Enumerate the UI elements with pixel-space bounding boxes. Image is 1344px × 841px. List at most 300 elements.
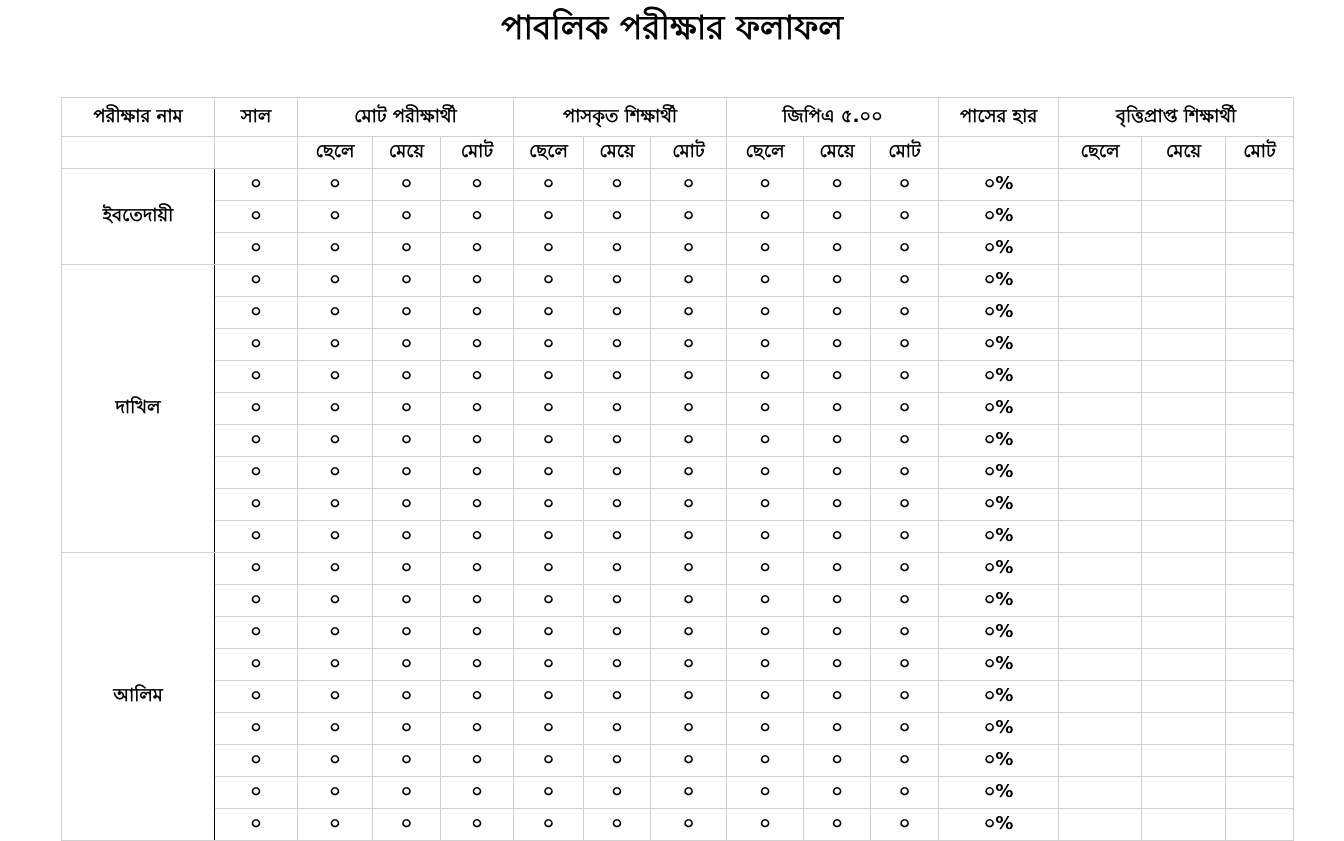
value-cell: ০ xyxy=(441,809,514,841)
value-cell: ০ xyxy=(584,169,651,201)
value-cell: ০ xyxy=(215,265,298,297)
value-cell: ০ xyxy=(441,489,514,521)
pass-rate-cell: ০% xyxy=(939,681,1059,713)
value-cell: ০ xyxy=(373,329,441,361)
value-cell: ০ xyxy=(804,329,871,361)
value-cell: ০ xyxy=(373,425,441,457)
header-gpa5: জিপিএ ৫.০০ xyxy=(727,98,939,137)
value-cell: ০ xyxy=(298,425,373,457)
scholarship-cell xyxy=(1142,265,1226,297)
value-cell: ০ xyxy=(215,361,298,393)
value-cell: ০ xyxy=(871,201,939,233)
pass-rate-cell: ০% xyxy=(939,745,1059,777)
value-cell: ০ xyxy=(441,201,514,233)
value-cell: ০ xyxy=(804,713,871,745)
value-cell: ০ xyxy=(215,553,298,585)
value-cell: ০ xyxy=(373,457,441,489)
value-cell: ০ xyxy=(727,553,804,585)
value-cell: ০ xyxy=(871,521,939,553)
value-cell: ০ xyxy=(584,233,651,265)
table-row xyxy=(62,649,1294,681)
header-pass-rate: পাসের হার xyxy=(939,98,1059,137)
value-cell: ০ xyxy=(441,521,514,553)
scholarship-cell xyxy=(1059,617,1142,649)
value-cell: ০ xyxy=(441,169,514,201)
value-cell: ০ xyxy=(373,201,441,233)
scholarship-cell xyxy=(1142,457,1226,489)
value-cell: ০ xyxy=(441,393,514,425)
scholarship-cell xyxy=(1059,585,1142,617)
exam-name-cell: ইবতেদায়ী xyxy=(62,169,215,265)
value-cell: ০ xyxy=(514,681,584,713)
value-cell: ০ xyxy=(727,713,804,745)
value-cell: ০ xyxy=(871,585,939,617)
value-cell: ০ xyxy=(373,169,441,201)
value-cell: ০ xyxy=(727,329,804,361)
header-scholarship: বৃত্তিপ্রাপ্ত শিক্ষার্থী xyxy=(1059,98,1294,137)
value-cell: ০ xyxy=(727,201,804,233)
exam-name-cell: আলিম xyxy=(62,553,215,841)
scholarship-cell xyxy=(1059,425,1142,457)
value-cell: ০ xyxy=(871,297,939,329)
scholarship-cell xyxy=(1142,169,1226,201)
value-cell: ০ xyxy=(298,585,373,617)
page-title: পাবলিক পরীক্ষার ফলাফল xyxy=(501,8,843,47)
scholarship-cell xyxy=(1142,745,1226,777)
pass-rate-cell: ০% xyxy=(939,393,1059,425)
table-row xyxy=(62,745,1294,777)
value-cell: ০ xyxy=(514,233,584,265)
value-cell: ০ xyxy=(651,169,727,201)
value-cell: ০ xyxy=(871,809,939,841)
value-cell: ০ xyxy=(298,681,373,713)
scholarship-cell xyxy=(1226,745,1294,777)
value-cell: ০ xyxy=(804,169,871,201)
subheader-blank xyxy=(939,137,1059,169)
value-cell: ০ xyxy=(871,233,939,265)
table-row xyxy=(62,681,1294,713)
table-row xyxy=(62,585,1294,617)
value-cell: ০ xyxy=(215,489,298,521)
value-cell: ০ xyxy=(871,745,939,777)
pass-rate-cell: ০% xyxy=(939,489,1059,521)
value-cell: ০ xyxy=(441,457,514,489)
value-cell: ০ xyxy=(298,329,373,361)
value-cell: ০ xyxy=(651,521,727,553)
pass-rate-cell: ০% xyxy=(939,297,1059,329)
pass-rate-cell: ০% xyxy=(939,169,1059,201)
value-cell: ০ xyxy=(373,489,441,521)
value-cell: ০ xyxy=(584,425,651,457)
pass-rate-cell: ০% xyxy=(939,425,1059,457)
scholarship-cell xyxy=(1226,425,1294,457)
value-cell: ০ xyxy=(804,745,871,777)
subheader-boys: ছেলে xyxy=(727,137,804,169)
scholarship-cell xyxy=(1059,169,1142,201)
value-cell: ০ xyxy=(514,745,584,777)
pass-rate-cell: ০% xyxy=(939,777,1059,809)
value-cell: ০ xyxy=(441,585,514,617)
value-cell: ০ xyxy=(804,233,871,265)
subheader-total: মোট xyxy=(651,137,727,169)
value-cell: ০ xyxy=(871,361,939,393)
value-cell: ০ xyxy=(215,425,298,457)
value-cell: ০ xyxy=(871,489,939,521)
value-cell: ০ xyxy=(727,649,804,681)
subheader-boys: ছেলে xyxy=(514,137,584,169)
value-cell: ০ xyxy=(298,393,373,425)
results-body xyxy=(62,169,1294,841)
value-cell: ০ xyxy=(514,425,584,457)
value-cell: ০ xyxy=(441,745,514,777)
value-cell: ০ xyxy=(215,745,298,777)
scholarship-cell xyxy=(1226,329,1294,361)
table-row xyxy=(62,425,1294,457)
value-cell: ০ xyxy=(298,521,373,553)
value-cell: ০ xyxy=(804,425,871,457)
subheader-boys: ছেলে xyxy=(298,137,373,169)
value-cell: ০ xyxy=(514,265,584,297)
value-cell: ০ xyxy=(215,521,298,553)
scholarship-cell xyxy=(1142,521,1226,553)
table-row xyxy=(62,809,1294,841)
results-table xyxy=(61,97,1294,841)
value-cell: ০ xyxy=(441,329,514,361)
value-cell: ০ xyxy=(804,489,871,521)
value-cell: ০ xyxy=(584,745,651,777)
subheader-boys: ছেলে xyxy=(1059,137,1142,169)
exam-name-cell: দাখিল xyxy=(62,265,215,553)
value-cell: ০ xyxy=(871,329,939,361)
value-cell: ০ xyxy=(804,649,871,681)
table-row xyxy=(62,393,1294,425)
header-exam-name: পরীক্ষার নাম xyxy=(62,98,215,137)
value-cell: ০ xyxy=(871,425,939,457)
table-row xyxy=(62,297,1294,329)
value-cell: ০ xyxy=(373,809,441,841)
table-row xyxy=(62,553,1294,585)
value-cell: ০ xyxy=(727,745,804,777)
value-cell: ০ xyxy=(514,489,584,521)
value-cell: ০ xyxy=(373,297,441,329)
value-cell: ০ xyxy=(651,553,727,585)
value-cell: ০ xyxy=(441,649,514,681)
value-cell: ০ xyxy=(298,809,373,841)
value-cell: ০ xyxy=(651,361,727,393)
value-cell: ০ xyxy=(215,777,298,809)
scholarship-cell xyxy=(1142,201,1226,233)
value-cell: ০ xyxy=(298,553,373,585)
subheader-blank xyxy=(62,137,215,169)
table-row xyxy=(62,169,1294,201)
pass-rate-cell: ০% xyxy=(939,617,1059,649)
table-row xyxy=(62,329,1294,361)
scholarship-cell xyxy=(1059,713,1142,745)
value-cell: ০ xyxy=(871,617,939,649)
value-cell: ০ xyxy=(298,297,373,329)
scholarship-cell xyxy=(1226,585,1294,617)
value-cell: ০ xyxy=(651,393,727,425)
scholarship-cell xyxy=(1059,681,1142,713)
scholarship-cell xyxy=(1142,617,1226,649)
pass-rate-cell: ০% xyxy=(939,457,1059,489)
value-cell: ০ xyxy=(215,329,298,361)
value-cell: ০ xyxy=(651,297,727,329)
scholarship-cell xyxy=(1059,777,1142,809)
value-cell: ০ xyxy=(871,265,939,297)
value-cell: ০ xyxy=(651,745,727,777)
value-cell: ০ xyxy=(804,809,871,841)
table-row xyxy=(62,361,1294,393)
scholarship-cell xyxy=(1059,489,1142,521)
value-cell: ০ xyxy=(373,521,441,553)
value-cell: ০ xyxy=(441,233,514,265)
value-cell: ০ xyxy=(727,681,804,713)
value-cell: ০ xyxy=(727,425,804,457)
value-cell: ০ xyxy=(871,457,939,489)
value-cell: ০ xyxy=(871,777,939,809)
subheader-total: মোট xyxy=(871,137,939,169)
value-cell: ০ xyxy=(651,585,727,617)
value-cell: ০ xyxy=(584,777,651,809)
scholarship-cell xyxy=(1059,393,1142,425)
value-cell: ০ xyxy=(298,361,373,393)
value-cell: ০ xyxy=(514,649,584,681)
scholarship-cell xyxy=(1226,777,1294,809)
scholarship-cell xyxy=(1142,777,1226,809)
value-cell: ০ xyxy=(584,521,651,553)
value-cell: ০ xyxy=(651,201,727,233)
value-cell: ০ xyxy=(871,169,939,201)
pass-rate-cell: ০% xyxy=(939,265,1059,297)
scholarship-cell xyxy=(1059,521,1142,553)
value-cell: ০ xyxy=(373,713,441,745)
value-cell: ০ xyxy=(215,233,298,265)
pass-rate-cell: ০% xyxy=(939,553,1059,585)
value-cell: ০ xyxy=(441,713,514,745)
value-cell: ০ xyxy=(514,585,584,617)
table-row xyxy=(62,457,1294,489)
value-cell: ০ xyxy=(871,649,939,681)
pass-rate-cell: ০% xyxy=(939,521,1059,553)
value-cell: ০ xyxy=(215,393,298,425)
table-row xyxy=(62,617,1294,649)
value-cell: ০ xyxy=(584,457,651,489)
value-cell: ০ xyxy=(727,489,804,521)
value-cell: ০ xyxy=(584,617,651,649)
value-cell: ০ xyxy=(215,681,298,713)
scholarship-cell xyxy=(1226,457,1294,489)
scholarship-cell xyxy=(1059,745,1142,777)
value-cell: ০ xyxy=(727,457,804,489)
value-cell: ০ xyxy=(584,265,651,297)
header-year: সাল xyxy=(215,98,298,137)
value-cell: ০ xyxy=(584,681,651,713)
value-cell: ০ xyxy=(727,809,804,841)
value-cell: ০ xyxy=(804,361,871,393)
pass-rate-cell: ০% xyxy=(939,201,1059,233)
value-cell: ০ xyxy=(373,649,441,681)
value-cell: ০ xyxy=(727,233,804,265)
subheader-total: মোট xyxy=(1226,137,1294,169)
table-row xyxy=(62,233,1294,265)
value-cell: ০ xyxy=(514,329,584,361)
value-cell: ০ xyxy=(727,585,804,617)
table-row xyxy=(62,265,1294,297)
value-cell: ০ xyxy=(441,777,514,809)
value-cell: ০ xyxy=(373,361,441,393)
table-row xyxy=(62,713,1294,745)
value-cell: ০ xyxy=(514,169,584,201)
value-cell: ০ xyxy=(441,681,514,713)
scholarship-cell xyxy=(1226,649,1294,681)
value-cell: ০ xyxy=(584,393,651,425)
subheader-girls: মেয়ে xyxy=(804,137,871,169)
scholarship-cell xyxy=(1142,809,1226,841)
value-cell: ০ xyxy=(804,201,871,233)
scholarship-cell xyxy=(1059,297,1142,329)
value-cell: ০ xyxy=(727,393,804,425)
value-cell: ০ xyxy=(727,265,804,297)
value-cell: ০ xyxy=(804,553,871,585)
value-cell: ০ xyxy=(651,265,727,297)
scholarship-cell xyxy=(1142,713,1226,745)
value-cell: ০ xyxy=(727,521,804,553)
scholarship-cell xyxy=(1142,489,1226,521)
scholarship-cell xyxy=(1059,649,1142,681)
scholarship-cell xyxy=(1226,617,1294,649)
pass-rate-cell: ০% xyxy=(939,329,1059,361)
header-passed-students: পাসকৃত শিক্ষার্থী xyxy=(514,98,727,137)
value-cell: ০ xyxy=(584,713,651,745)
value-cell: ০ xyxy=(651,617,727,649)
scholarship-cell xyxy=(1226,489,1294,521)
value-cell: ০ xyxy=(298,617,373,649)
value-cell: ০ xyxy=(373,585,441,617)
subheader-blank xyxy=(215,137,298,169)
value-cell: ০ xyxy=(727,617,804,649)
value-cell: ০ xyxy=(373,265,441,297)
value-cell: ০ xyxy=(298,233,373,265)
value-cell: ০ xyxy=(298,489,373,521)
value-cell: ০ xyxy=(373,233,441,265)
value-cell: ০ xyxy=(514,201,584,233)
value-cell: ০ xyxy=(514,521,584,553)
pass-rate-cell: ০% xyxy=(939,713,1059,745)
value-cell: ০ xyxy=(298,649,373,681)
scholarship-cell xyxy=(1059,329,1142,361)
value-cell: ০ xyxy=(727,297,804,329)
value-cell: ০ xyxy=(373,777,441,809)
value-cell: ০ xyxy=(651,649,727,681)
value-cell: ০ xyxy=(441,297,514,329)
value-cell: ০ xyxy=(215,201,298,233)
scholarship-cell xyxy=(1059,457,1142,489)
scholarship-cell xyxy=(1142,329,1226,361)
value-cell: ০ xyxy=(298,265,373,297)
value-cell: ০ xyxy=(727,169,804,201)
scholarship-cell xyxy=(1226,393,1294,425)
value-cell: ০ xyxy=(441,617,514,649)
value-cell: ০ xyxy=(215,297,298,329)
table-row xyxy=(62,201,1294,233)
value-cell: ০ xyxy=(441,265,514,297)
value-cell: ০ xyxy=(514,553,584,585)
value-cell: ০ xyxy=(215,585,298,617)
value-cell: ০ xyxy=(373,393,441,425)
scholarship-cell xyxy=(1059,809,1142,841)
scholarship-cell xyxy=(1226,713,1294,745)
scholarship-cell xyxy=(1142,585,1226,617)
scholarship-cell xyxy=(1142,233,1226,265)
scholarship-cell xyxy=(1142,297,1226,329)
scholarship-cell xyxy=(1142,361,1226,393)
table-row xyxy=(62,777,1294,809)
scholarship-cell xyxy=(1059,265,1142,297)
value-cell: ০ xyxy=(215,649,298,681)
scholarship-cell xyxy=(1226,361,1294,393)
value-cell: ০ xyxy=(804,265,871,297)
value-cell: ০ xyxy=(727,777,804,809)
value-cell: ০ xyxy=(514,617,584,649)
value-cell: ০ xyxy=(215,713,298,745)
pass-rate-cell: ০% xyxy=(939,809,1059,841)
value-cell: ০ xyxy=(651,681,727,713)
value-cell: ০ xyxy=(373,553,441,585)
table-row xyxy=(62,521,1294,553)
value-cell: ০ xyxy=(804,297,871,329)
value-cell: ০ xyxy=(441,553,514,585)
value-cell: ০ xyxy=(584,361,651,393)
scholarship-cell xyxy=(1226,265,1294,297)
scholarship-cell xyxy=(1142,553,1226,585)
subheader-girls: মেয়ে xyxy=(1142,137,1226,169)
scholarship-cell xyxy=(1142,393,1226,425)
pass-rate-cell: ০% xyxy=(939,361,1059,393)
value-cell: ০ xyxy=(373,617,441,649)
value-cell: ০ xyxy=(651,329,727,361)
value-cell: ০ xyxy=(584,489,651,521)
pass-rate-cell: ০% xyxy=(939,233,1059,265)
value-cell: ০ xyxy=(441,361,514,393)
scholarship-cell xyxy=(1226,809,1294,841)
value-cell: ০ xyxy=(514,713,584,745)
scholarship-cell xyxy=(1226,169,1294,201)
value-cell: ০ xyxy=(651,713,727,745)
value-cell: ০ xyxy=(514,297,584,329)
value-cell: ০ xyxy=(804,393,871,425)
value-cell: ০ xyxy=(804,777,871,809)
value-cell: ০ xyxy=(804,457,871,489)
value-cell: ০ xyxy=(215,809,298,841)
header-total-examinees: মোট পরীক্ষার্থী xyxy=(298,98,514,137)
value-cell: ০ xyxy=(804,617,871,649)
value-cell: ০ xyxy=(871,713,939,745)
subheader-girls: মেয়ে xyxy=(373,137,441,169)
value-cell: ০ xyxy=(215,457,298,489)
value-cell: ০ xyxy=(584,585,651,617)
value-cell: ০ xyxy=(871,393,939,425)
value-cell: ০ xyxy=(804,521,871,553)
value-cell: ০ xyxy=(441,425,514,457)
scholarship-cell xyxy=(1226,553,1294,585)
value-cell: ০ xyxy=(584,329,651,361)
table-row xyxy=(62,489,1294,521)
scholarship-cell xyxy=(1142,425,1226,457)
value-cell: ০ xyxy=(871,553,939,585)
value-cell: ০ xyxy=(651,777,727,809)
value-cell: ০ xyxy=(298,777,373,809)
